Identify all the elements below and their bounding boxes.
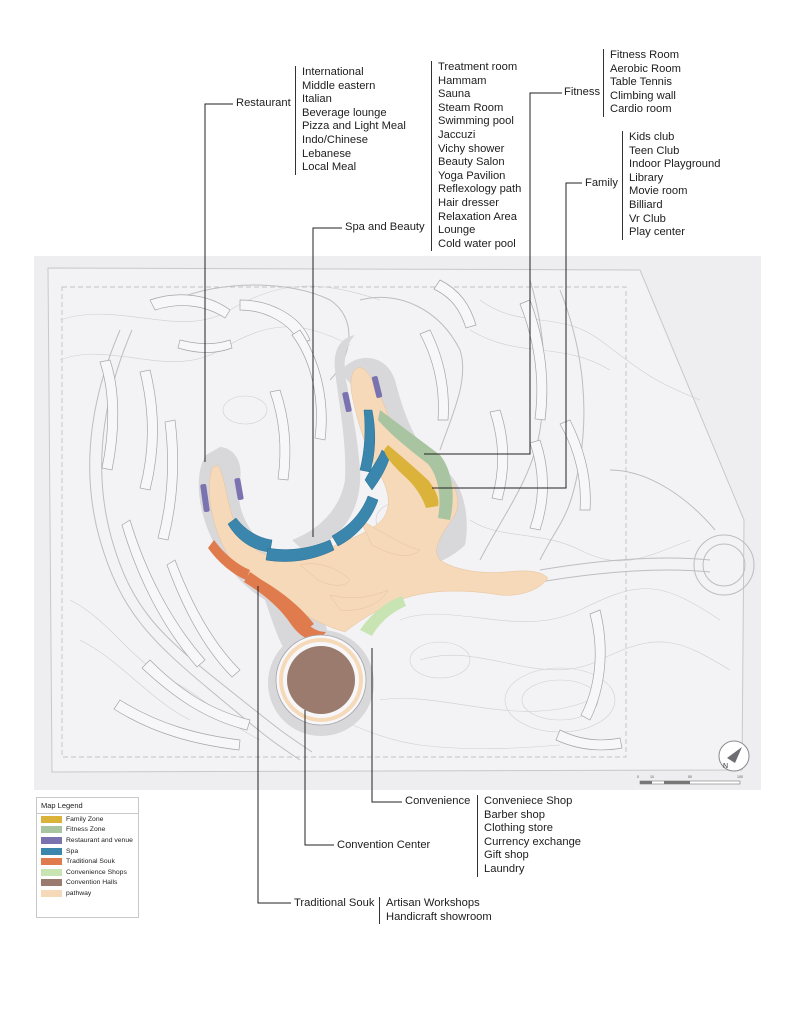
family-callout-label: Family xyxy=(585,177,618,189)
legend-swatch xyxy=(41,890,62,897)
restaurant-callout-label: Restaurant xyxy=(236,97,291,109)
list-item: Movie room xyxy=(629,185,688,198)
list-item: Library xyxy=(629,171,664,184)
legend-item xyxy=(37,814,138,825)
spa-callout-label: Spa and Beauty xyxy=(345,221,425,233)
legend-title: Map Legend xyxy=(37,798,138,814)
legend-label: Convention Halls xyxy=(66,879,118,887)
legend-item xyxy=(37,867,138,878)
list-item: Pizza and Light Meal xyxy=(302,120,406,133)
list-item: Vr Club xyxy=(629,212,666,225)
map-legend xyxy=(36,797,139,918)
list-item: Treatment room xyxy=(438,61,518,73)
family-items-list xyxy=(622,131,720,240)
list-item: Laundry xyxy=(484,862,525,875)
list-item: Teen Club xyxy=(629,144,680,157)
list-item: Hair dresser xyxy=(438,196,499,209)
list-item: Jaccuzi xyxy=(438,128,476,141)
legend-label: Restaurant and venue xyxy=(66,836,133,844)
list-item: Clothing store xyxy=(484,822,554,835)
legend-item xyxy=(37,856,138,867)
list-item: Lounge xyxy=(438,224,476,237)
souk-callout-label: Traditional Souk xyxy=(294,897,375,909)
scale-tick-0: 0 xyxy=(637,775,639,779)
legend-swatch xyxy=(41,848,62,855)
legend-swatch xyxy=(41,826,62,833)
legend-swatch xyxy=(41,816,62,823)
list-item: Indoor Playground xyxy=(629,158,721,171)
list-item: Conveniece Shop xyxy=(484,795,573,807)
convenience-callout-label: Convenience xyxy=(405,795,471,807)
souk-items-list xyxy=(379,897,492,924)
list-item: Cold water pool xyxy=(438,237,516,250)
list-item: Table Tennis xyxy=(610,76,672,89)
legend-label: Convenience Shops xyxy=(66,868,127,876)
legend-item xyxy=(37,888,138,899)
list-item: Sauna xyxy=(438,88,471,101)
convenience-items-list xyxy=(477,795,581,877)
legend-item xyxy=(37,878,138,889)
north-arrow xyxy=(719,741,749,771)
scale-tick-50: 50 xyxy=(688,775,692,779)
convention-center xyxy=(276,635,366,725)
list-item: Steam Room xyxy=(438,101,504,114)
list-item: Artisan Workshops xyxy=(386,897,480,909)
list-item: Kids club xyxy=(629,131,675,143)
list-item: Beverage lounge xyxy=(302,106,387,119)
legend-swatch xyxy=(41,858,62,865)
legend-swatch xyxy=(41,837,62,844)
legend-item xyxy=(37,835,138,846)
list-item: Gift shop xyxy=(484,849,529,862)
legend-item xyxy=(37,825,138,836)
list-item: Middle eastern xyxy=(302,79,376,92)
convention-callout-label: Convention Center xyxy=(337,839,431,851)
list-item: Lebanese xyxy=(302,147,352,160)
spa-items-list xyxy=(431,61,521,251)
list-item: Cardio room xyxy=(610,103,672,116)
list-item: Reflexology path xyxy=(438,183,522,196)
list-item: Aerobic Room xyxy=(610,62,681,75)
north-arrow-label: N xyxy=(723,763,729,770)
list-item: Beauty Salon xyxy=(438,156,505,169)
legend-label: Family Zone xyxy=(66,815,104,823)
legend-item xyxy=(37,846,138,857)
legend-label: Traditional Souk xyxy=(66,858,115,866)
scale-tick-10: 10 xyxy=(650,775,654,779)
legend-rows xyxy=(37,814,138,899)
legend-label: pathway xyxy=(66,889,92,897)
list-item: Vichy shower xyxy=(438,142,505,155)
legend-swatch xyxy=(41,869,62,876)
list-item: International xyxy=(302,66,364,78)
list-item: Climbing wall xyxy=(610,89,676,102)
list-item: Play center xyxy=(629,226,685,239)
list-item: Fitness Room xyxy=(610,49,680,61)
list-item: Billiard xyxy=(629,198,663,211)
restaurant-items-list xyxy=(295,66,406,175)
list-item: Indo/Chinese xyxy=(302,133,368,146)
scale-tick-100: 100 xyxy=(737,775,743,779)
list-item: Hammam xyxy=(438,74,487,87)
list-item: Handicraft showroom xyxy=(386,910,492,923)
list-item: Swimming pool xyxy=(438,115,514,128)
list-item: Italian xyxy=(302,93,332,106)
legend-label: Fitness Zone xyxy=(66,826,106,834)
list-item: Currency exchange xyxy=(484,835,582,848)
list-item: Relaxation Area xyxy=(438,210,517,223)
fitness-callout-label: Fitness xyxy=(564,86,601,98)
list-item: Yoga Pavilion xyxy=(438,169,506,182)
list-item: Local Meal xyxy=(302,161,357,174)
legend-swatch xyxy=(41,879,62,886)
fitness-items-list xyxy=(603,49,681,117)
legend-label: Spa xyxy=(66,847,79,855)
list-item: Barber shop xyxy=(484,808,545,821)
